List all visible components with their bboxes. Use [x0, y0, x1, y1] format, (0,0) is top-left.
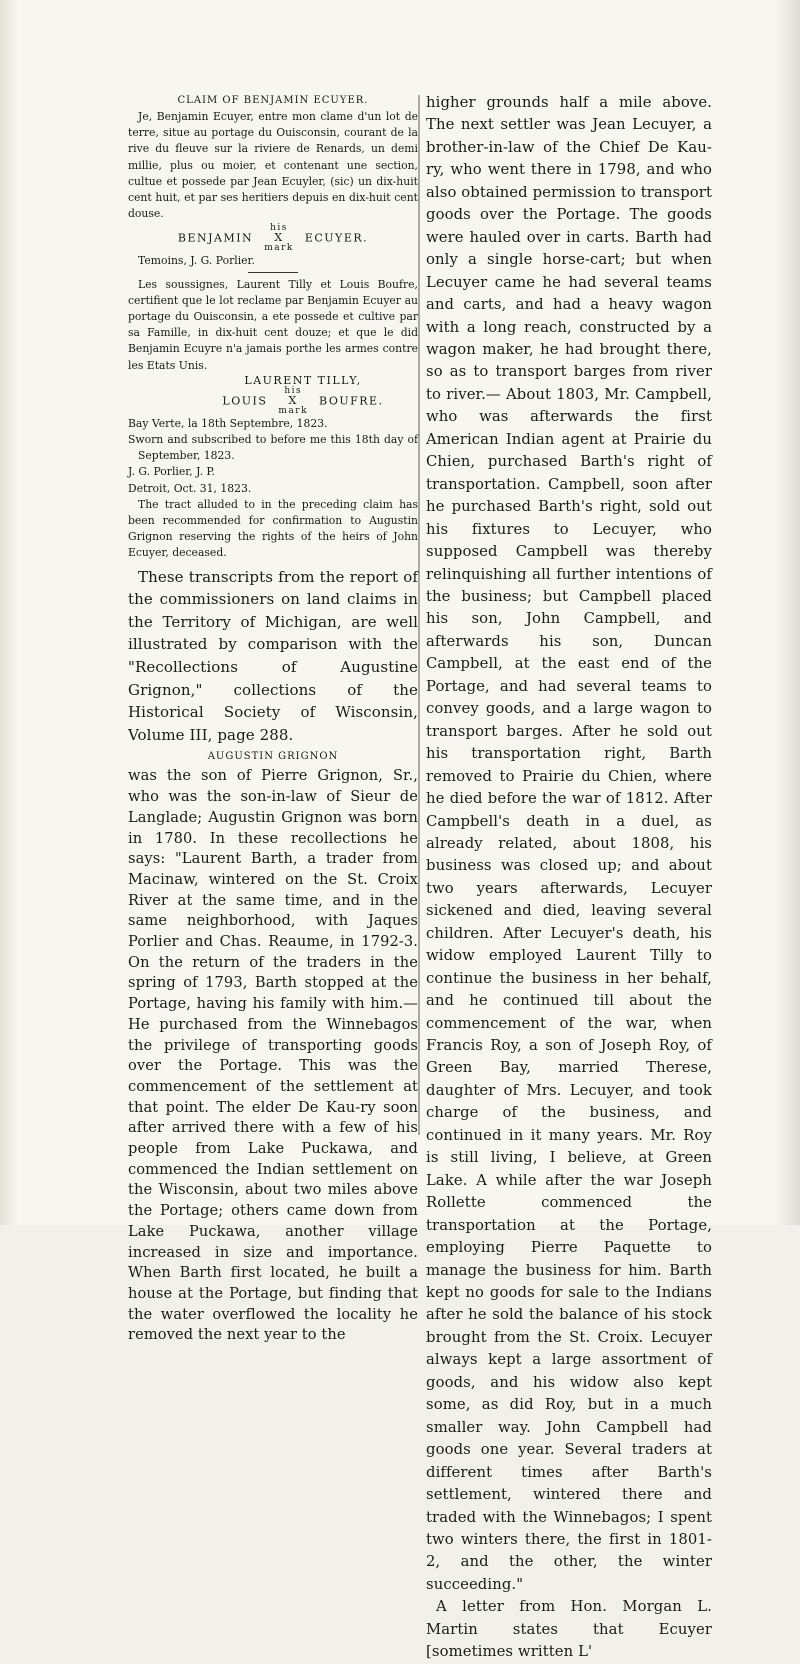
- signature-louis-boufre: LOUIS his X mark BOUFRE.: [222, 385, 384, 416]
- right-paragraph-main: higher grounds half a mile above. The next settler was Jean Lecuyer, a brother-in-law of the Chief De Kau-ry, who went there in 1798, and who also obtained permission to transport goods over the Portage. The goods were hauled over in carts. Barth had only a single horse-cart; but when Lecuyer came he had several teams and carts, and had a heavy wagon with a long reach, constructed by a wagon maker, he had brought there, so as to transport barges from river to river.— About 1803, Mr. Campbell, who was afterwards the first American Indian agent at Prairie du Chien, purchased Barth's right of transportation. Campbell, soon after he purchased Barth's right, sold out his fixtures to Lecuyer, who supposed Campbell was thereby relinquishing all further intentions of the business; but Campbell placed his son, John Campbell, and afterwards his son, Duncan Campbell, at the east end of the Portage, and had several teams to convey goods, and a large wagon to transport barges. After he sold out his transportation right, Barth removed to Prairie du Chien, where he died before the war of 1812. After Campbell's death in a duel, as already related, about 1808, his business was closed up; and about two years afterwards, Lecuyer sickened and died, leaving several children. After Lecuyer's death, his widow employed Laurent Tilly to continue the business in her behalf, and he continued till about the commencement of the war, when Francis Roy, a son of Joseph Roy, of Green Bay, married Therese, daughter of Mrs. Lecuyer, and took charge of the business, and continued in it many years. Mr. Roy is still living, I believe, at Green Lake. A while after the war Joseph Rollette commenced the transportation at the Portage, employing Pierre Paquette to manage the business for him. Barth kept no goods for sale to the Indians after he sold the balance of his stock brought from the St. Croix. Lecuyer always kept a large assortment of goods, and his widow also kept some, as did Roy, but in a much smaller way. John Campbell had goods one year. Several traders at different times after Barth's settlement, wintered there and traded with the Winnebagos; I spent two winters there, the first in 1801-2, and the other, the winter succeeding.": [426, 94, 712, 1593]
- claim-heading: CLAIM OF BENJAMIN ECUYER.: [177, 95, 369, 106]
- signature-benjamin-ecuyer: [128, 224, 418, 253]
- column-divider: [418, 95, 420, 1135]
- date-line: Bay Verte, la 18th Septembre, 1823.: [128, 416, 328, 430]
- left-column: [128, 92, 418, 1346]
- signature-first-name: BENJAMIN: [177, 231, 254, 245]
- jp-signature: J. G. Porlier, J. P.: [128, 465, 215, 479]
- grignon-heading: AUGUSTIN GRIGNON: [207, 751, 339, 763]
- signature-mark: his X mark: [278, 385, 309, 416]
- claim-text: Je, Benjamin Ecuyer, entre mon clame d'un lot de terre, situe au portage du Ouisconsin, courant de la rive du fleuve sur la riviere de Renards, un demi millie, plus ou moier, et contenant une section, cultue et possede par Jean Ecuyler, (sic) un dix-huit cent huit, et par ses heritiers depuis en dix-huit cent douse.: [128, 110, 418, 221]
- witness-line: Temoins, J. G. Porlier.: [138, 254, 255, 268]
- signature-last-name: ECUYER.: [304, 231, 369, 245]
- right-column: [426, 92, 712, 1664]
- transcripts-paragraph: These transcripts from the report of the commissioners on land claims in the Territory of Michigan, are well illustrated by comparison with the "Recollections of Augustine Grignon," collections of the Historical Society of Wisconsin, Volume III, page 288.: [128, 567, 418, 744]
- detroit-line: Detroit, Oct. 31, 1823.: [128, 481, 252, 495]
- tract-note: The tract alluded to in the preceding claim has been recommended for confirmation to Augustin Grignon reserving the rights of the heirs of John Ecuyer, deceased.: [128, 497, 418, 560]
- right-paragraph-letter: A letter from Hon. Morgan L. Martin states that Ecuyer [sometimes written L': [426, 1598, 712, 1661]
- signature-mark: his X mark: [264, 223, 294, 254]
- grignon-paragraph: was the son of Pierre Grignon, Sr., who was the son-in-law of Sieur de Langlade; Augustin Grignon was born in 1780. In these recollections he says: "Laurent Barth, a trader from Macinaw, wintered on the St. Croix River at the same time, and in the same neighborhood, with Jaques Porlier and Chas. Reaume, in 1792-3. On the return of the traders in the spring of 1793, Barth stopped at the Portage, having his family with him.— He purchased from the Winnebagos the privilege of transporting goods over the Portage. This was the commencement of the settlement at that point. The elder De Kau-ry soon after arrived there with a few of his people from Lake Puckawa, and commenced the Indian settlement on the Wisconsin, about two miles above the Portage; others came down from Lake Puckawa, another village increased in size and importance. When Barth first located, he built a house at the Portage, but finding that the water overflowed the locality he removed the next year to the: [128, 767, 418, 1344]
- divider-rule: [248, 272, 298, 273]
- sworn-line: Sworn and subscribed to before me this 18th day of September, 1823.: [128, 433, 418, 463]
- certificate-text: Les soussignes, Laurent Tilly et Louis Boufre, certifient que le lot reclame par Benjamin Ecuyer au portage du Ouisconsin, a ete possede et cultive par sa Famille, in dix-huit cent douze; et que le did Benjamin Ecuyre n'a jamais porthe les armes contre les Etats Unis.: [128, 277, 418, 372]
- signature-laurent-tilly: LAURENT TILLY,: [244, 373, 362, 387]
